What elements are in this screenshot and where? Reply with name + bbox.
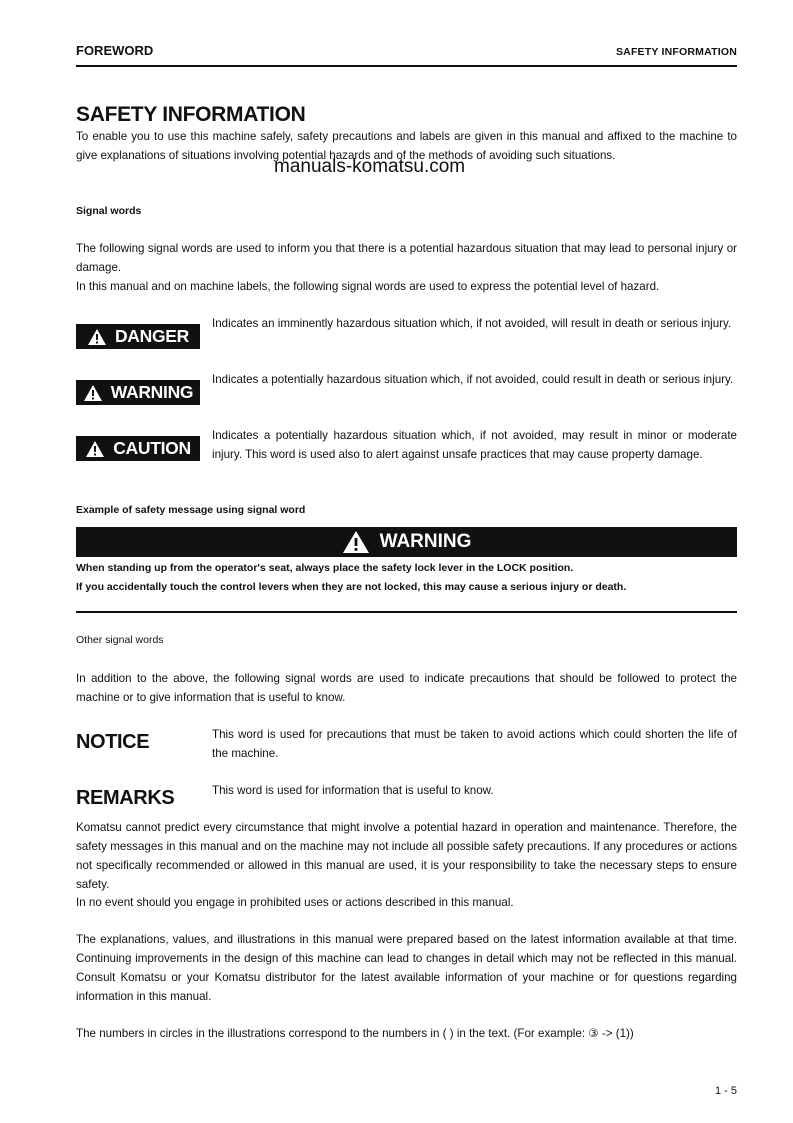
remarks-description: This word is used for information that is useful to know.: [212, 784, 494, 797]
body-paragraph-3: The explanations, values, and illustrations in this manual were prepared based on the latest information available at that time. Continuing improvements in the design of this machine can lead to changes in detail which may not be reflected in this manual. Consult Komatsu or your Komatsu distributor for the latest available information of your machine or for questions regarding information in this manual.: [76, 933, 737, 1003]
watermark-text: manuals-komatsu.com: [274, 156, 466, 177]
caution-description: Indicates a potentially hazardous situation which, if not avoided, may result in minor or moderate injury. This word is used also to alert against unsafe practices that may cause property damage.: [212, 429, 737, 461]
other-signal-words-heading: Other signal words: [76, 634, 164, 646]
danger-label-text: DANGER: [114, 326, 190, 346]
warning-description: Indicates a potentially hazardous situation which, if not avoided, could result in death or serious injury.: [212, 373, 734, 386]
warning-triangle-icon: [85, 440, 105, 458]
intro-paragraph: To enable you to use this machine safely, safety precautions and labels are given in this manual and affixed to the machine to give explanations of situations involving potential hazards and of the methods of avoiding such situations.: [76, 130, 737, 162]
example-banner-text: WARNING: [379, 531, 472, 552]
body-paragraph-4: The numbers in circles in the illustrations correspond to the numbers in ( ) in the text. (For example: ③ -> (1)): [76, 1027, 634, 1040]
warning-triangle-icon: [87, 328, 107, 346]
header-section-name: FOREWORD: [76, 43, 154, 58]
warning-triangle-icon: [342, 530, 370, 554]
example-heading: Example of safety message using signal word: [76, 504, 306, 516]
signal-words-paragraph-1: The following signal words are used to inform you that there is a potential hazardous situation that may lead to personal injury or damage.: [76, 242, 737, 274]
body-paragraph-1: Komatsu cannot predict every circumstance that might involve a potential hazard in operation and maintenance. Therefore, the safety messages in this manual and on the machine may not include all possible safety precautions. If any procedures or actions not specifically recommended or allowed in this manual are used, it is your responsibility to take the necessary steps to ensure safety.: [76, 821, 737, 891]
remarks-label: REMARKS: [76, 787, 175, 809]
section-divider: [76, 611, 737, 613]
signal-words-heading: Signal words: [76, 205, 142, 217]
notice-label: NOTICE: [76, 731, 150, 753]
example-message-line-1: When standing up from the operator's seat, always place the safety lock lever in the LOCK position.: [76, 562, 574, 574]
warning-label: [76, 380, 200, 405]
example-message-line-2: If you accidentally touch the control levers when they are not locked, this may cause a serious injury or death.: [76, 581, 627, 593]
danger-label: [76, 324, 200, 349]
header-chapter-name: SAFETY INFORMATION: [615, 46, 737, 58]
body-paragraph-2: In no event should you engage in prohibited uses or actions described in this manual.: [76, 896, 514, 909]
signal-words-paragraph-2: In this manual and on machine labels, the following signal words are used to express the potential level of hazard.: [76, 280, 660, 293]
page-header: [76, 43, 737, 67]
page-title: SAFETY INFORMATION: [76, 103, 306, 126]
caution-label: [76, 436, 200, 461]
page-number: 1 - 5: [714, 1085, 737, 1097]
warning-triangle-icon: [83, 384, 103, 402]
danger-description: Indicates an imminently hazardous situation which, if not avoided, will result in death or serious injury.: [212, 317, 732, 330]
caution-label-text: CAUTION: [113, 438, 191, 458]
example-warning-banner: [76, 527, 737, 557]
notice-description: This word is used for precautions that must be taken to avoid actions which could shorten the life of the machine.: [212, 728, 737, 760]
warning-label-text: WARNING: [110, 382, 194, 402]
other-signal-words-paragraph: In addition to the above, the following signal words are used to indicate precautions that should be followed to protect the machine or to give information that is useful to know.: [76, 672, 737, 704]
